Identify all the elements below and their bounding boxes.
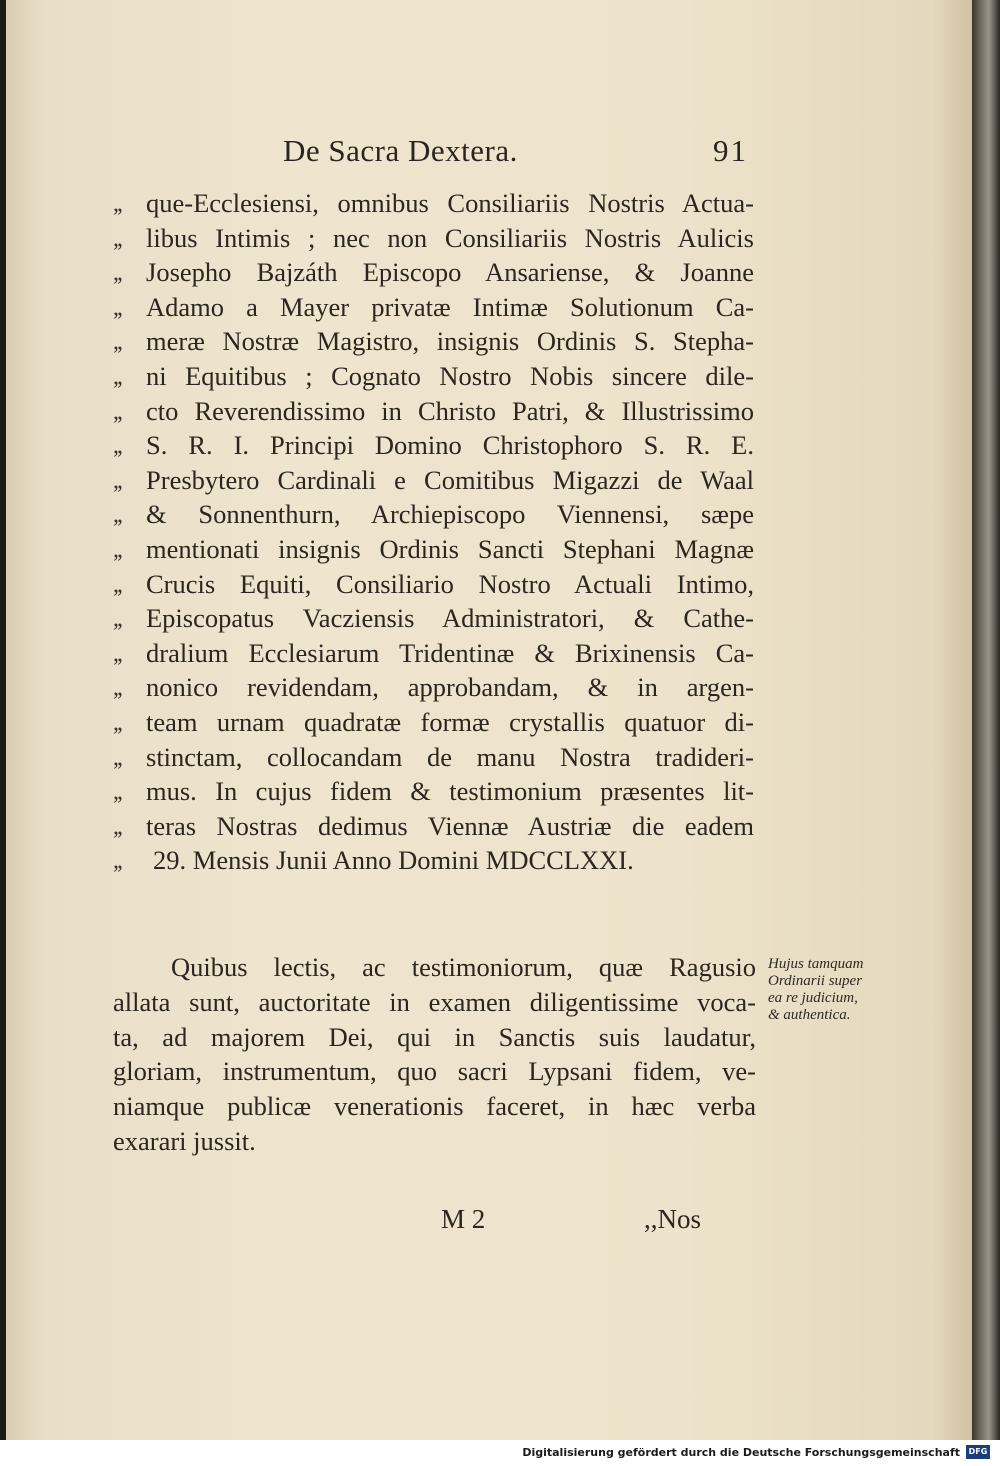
body-paragraph <box>113 952 756 1161</box>
quoted-line <box>0 811 1000 846</box>
quotation-mark: ,, <box>113 536 121 563</box>
quoted-line-text: dralium Ecclesiarum Tridentinæ & Brixinensis Ca- <box>146 637 754 668</box>
quotation-mark: ,, <box>113 813 121 840</box>
quotation-mark: ,, <box>113 363 121 390</box>
paragraph-line: exarari jussit. <box>113 1125 256 1156</box>
quoted-line-text: teras Nostras dedimus Viennæ Austriæ die eadem <box>146 810 754 841</box>
catchword: ,,Nos <box>644 1204 702 1234</box>
funding-notice: Digitalisierung gefördert durch die Deutsche Forschungsgemeinschaft <box>522 1446 960 1459</box>
marginal-note-line: Ordinarii super <box>768 973 863 989</box>
quotation-mark: ,, <box>113 225 121 252</box>
page-number: 91 <box>713 133 748 168</box>
quoted-line <box>0 326 1000 361</box>
quoted-line <box>0 361 1000 396</box>
signature-mark: M 2 <box>441 1204 486 1234</box>
quotation-mark: ,, <box>113 467 121 494</box>
quoted-line-text: cto Reverendissimo in Christo Patri, & Illustrissimo <box>146 395 754 426</box>
quoted-line <box>0 499 1000 534</box>
marginal-note <box>768 956 918 1024</box>
quoted-line <box>0 742 1000 777</box>
quotation-mark: ,, <box>113 191 121 217</box>
quoted-line-text: Josepho Bajzáth Episcopo Ansariense, & Joanne <box>146 257 754 288</box>
quoted-line-text: Adamo a Mayer privatæ Intimæ Solutionum Ca- <box>146 291 754 322</box>
quotation-mark: ,, <box>113 329 121 356</box>
marginal-note-line: ea re judicium, <box>768 990 858 1006</box>
quotation-mark: ,, <box>113 260 121 287</box>
quoted-line-text: libus Intimis ; nec non Consiliariis Nostris Aulicis <box>146 222 754 253</box>
quoted-line-text: 29. Mensis Junii Anno Domini MDCCLXXI. <box>153 845 634 876</box>
quoted-text-block <box>0 188 1000 880</box>
quotation-mark: ,, <box>113 744 121 771</box>
quoted-line-text: que-Ecclesiensi, omnibus Consiliariis Nostris Actua- <box>146 188 754 218</box>
quoted-line-text: ni Equitibus ; Cognato Nostro Nobis sincere dile- <box>146 360 754 391</box>
quotation-mark: ,, <box>113 640 121 667</box>
quoted-line <box>0 257 1000 292</box>
quotation-mark: ,, <box>113 294 121 321</box>
quotation-mark: ,, <box>113 571 121 598</box>
paragraph-line: allata sunt, auctoritate in examen diligentissime voca- <box>113 986 756 1017</box>
quoted-line-text: team urnam quadratæ formæ crystallis quatuor di- <box>146 706 754 737</box>
paragraph-line: Quibus lectis, ac testimoniorum, quæ Ragusio <box>171 952 756 982</box>
quoted-line <box>0 465 1000 500</box>
quoted-line <box>0 776 1000 811</box>
quotation-mark: ,, <box>113 848 121 875</box>
marginal-note-line: Hujus tamquam <box>768 956 864 972</box>
paragraph-line: niamque publicæ venerationis faceret, in hæc verba <box>113 1091 756 1122</box>
marginal-note-line: & authentica. <box>768 1007 851 1023</box>
quotation-mark: ,, <box>113 398 121 425</box>
page-footer <box>0 1200 1000 1240</box>
running-header <box>0 128 1000 178</box>
quoted-line-text: Crucis Equiti, Consiliario Nostro Actuali Intimo, <box>146 568 754 599</box>
quoted-line-text: mentionati insignis Ordinis Sancti Stephani Magnæ <box>146 533 754 564</box>
quoted-line-text: S. R. I. Principi Domino Christophoro S. R. E. <box>146 430 754 461</box>
quoted-line <box>0 292 1000 327</box>
quoted-line-text: & Sonnenthurn, Archiepiscopo Viennensi, sæpe <box>146 499 754 530</box>
dfg-logo-icon: DFG <box>966 1445 990 1459</box>
funding-bar <box>0 1440 1000 1466</box>
quoted-line <box>0 188 1000 223</box>
quoted-line <box>0 223 1000 258</box>
quotation-mark: ,, <box>113 502 121 529</box>
quotation-mark: ,, <box>113 709 121 736</box>
quoted-line <box>0 672 1000 707</box>
quoted-line <box>0 603 1000 638</box>
quoted-line-text: Episcopatus Vacziensis Administratori, & Cathe- <box>146 603 754 634</box>
quoted-line-text: stinctam, collocandam de manu Nostra tradideri- <box>146 741 754 772</box>
quoted-line <box>0 534 1000 569</box>
quoted-line <box>0 638 1000 673</box>
quoted-line-text: mus. In cujus fidem & testimonium præsentes lit- <box>146 776 754 807</box>
quotation-mark: ,, <box>113 433 121 460</box>
quoted-line-text: Presbytero Cardinali e Comitibus Migazzi de Waal <box>146 464 754 495</box>
quotation-mark: ,, <box>113 779 121 806</box>
quoted-line <box>0 845 1000 880</box>
quoted-line-text: nonico revidendam, approbandam, & in argen- <box>146 672 754 703</box>
paragraph-line: ta, ad majorem Dei, qui in Sanctis suis laudatur, <box>113 1021 756 1052</box>
quotation-mark: ,, <box>113 675 121 702</box>
quoted-line <box>0 430 1000 465</box>
paragraph-line: gloriam, instrumentum, quo sacri Lypsani fidem, ve- <box>113 1056 756 1087</box>
quoted-line-text: meræ Nostræ Magistro, insignis Ordinis S. Stepha- <box>146 326 754 357</box>
quoted-line <box>0 707 1000 742</box>
quoted-line <box>0 569 1000 604</box>
quotation-mark: ,, <box>113 606 121 633</box>
quoted-line <box>0 396 1000 431</box>
running-title: De Sacra Dextera. <box>283 133 518 168</box>
